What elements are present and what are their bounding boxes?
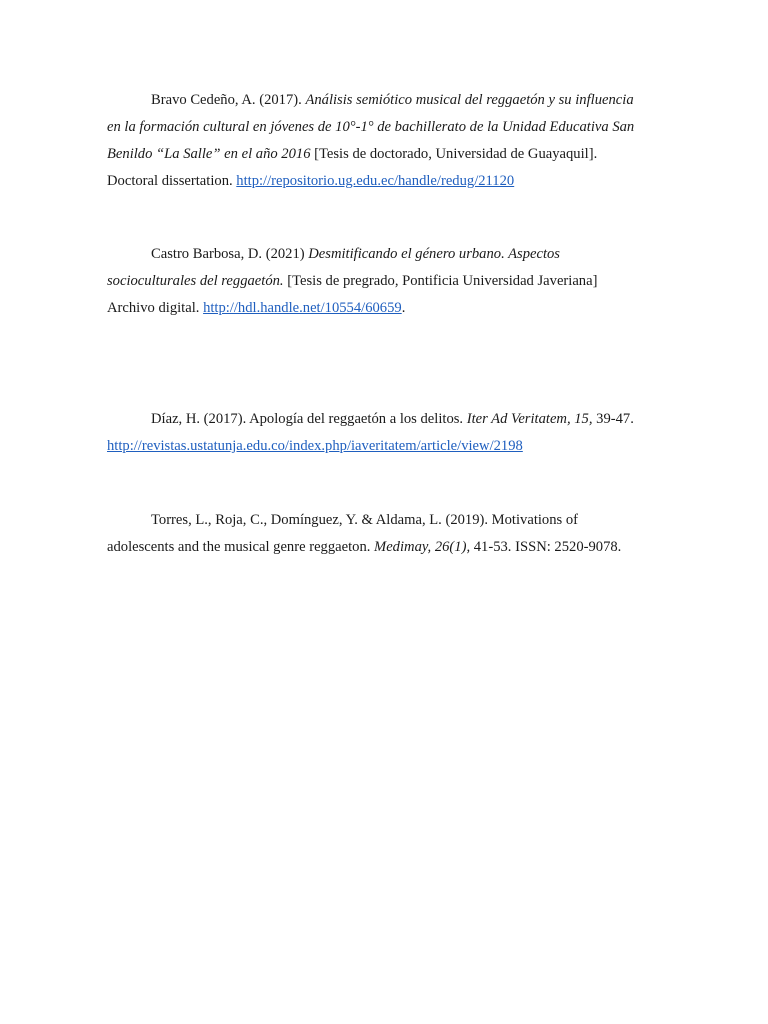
reference-title: Desmitificando el género urbano. Aspectos	[308, 246, 560, 262]
reference-line	[107, 268, 667, 295]
reference-text: Doctoral dissertation.	[107, 173, 237, 189]
reference-entry	[107, 241, 667, 322]
reference-link[interactable]: http://hdl.handle.net/10554/60659	[203, 300, 402, 316]
reference-text: Díaz, H. (2017). Apología del reggaetón a los delitos.	[151, 411, 467, 427]
reference-text: Archivo digital.	[107, 300, 204, 316]
reference-text: Castro Barbosa, D. (2021)	[151, 246, 309, 262]
reference-line	[107, 141, 667, 168]
reference-title: Iter Ad Veritatem, 15,	[466, 411, 593, 427]
reference-line	[107, 241, 667, 268]
reference-entry	[107, 87, 667, 195]
reference-entry	[107, 507, 667, 561]
reference-text: [Tesis de pregrado, Pontificia Universidad Javeriana]	[283, 273, 598, 289]
reference-line	[107, 87, 667, 114]
reference-text: [Tesis de doctorado, Universidad de Guayaquil].	[310, 146, 598, 162]
reference-title: en la formación cultural en jóvenes de 10°-1° de bachillerato de la Unidad Educativa San	[107, 119, 635, 135]
reference-line	[107, 507, 667, 534]
reference-line	[107, 114, 667, 141]
reference-text: Torres, L., Roja, C., Domínguez, Y. & Aldama, L. (2019). Motivations of	[151, 512, 579, 528]
reference-text: 41-53. ISSN: 2520-9078.	[470, 539, 622, 555]
reference-line	[107, 406, 667, 433]
reference-title: Benildo “La Salle” en el año 2016	[107, 146, 311, 162]
reference-line	[107, 295, 667, 322]
reference-line	[107, 534, 667, 561]
reference-entry	[107, 406, 667, 460]
reference-text: adolescents and the musical genre reggaeton.	[107, 539, 375, 555]
reference-text: Bravo Cedeño, A. (2017).	[151, 92, 306, 108]
reference-text: .	[401, 300, 406, 316]
reference-text: 39-47.	[592, 411, 634, 427]
reference-line	[107, 433, 667, 460]
reference-title: Análisis semiótico musical del reggaetón y su influencia	[305, 92, 634, 108]
reference-line	[107, 168, 667, 195]
reference-title: Medimay, 26(1),	[374, 539, 471, 555]
reference-link[interactable]: http://repositorio.ug.edu.ec/handle/redug/21120	[236, 173, 515, 189]
reference-link[interactable]: http://revistas.ustatunja.edu.co/index.php/iaveritatem/article/view/2198	[107, 438, 523, 454]
reference-title: socioculturales del reggaetón.	[107, 273, 284, 289]
